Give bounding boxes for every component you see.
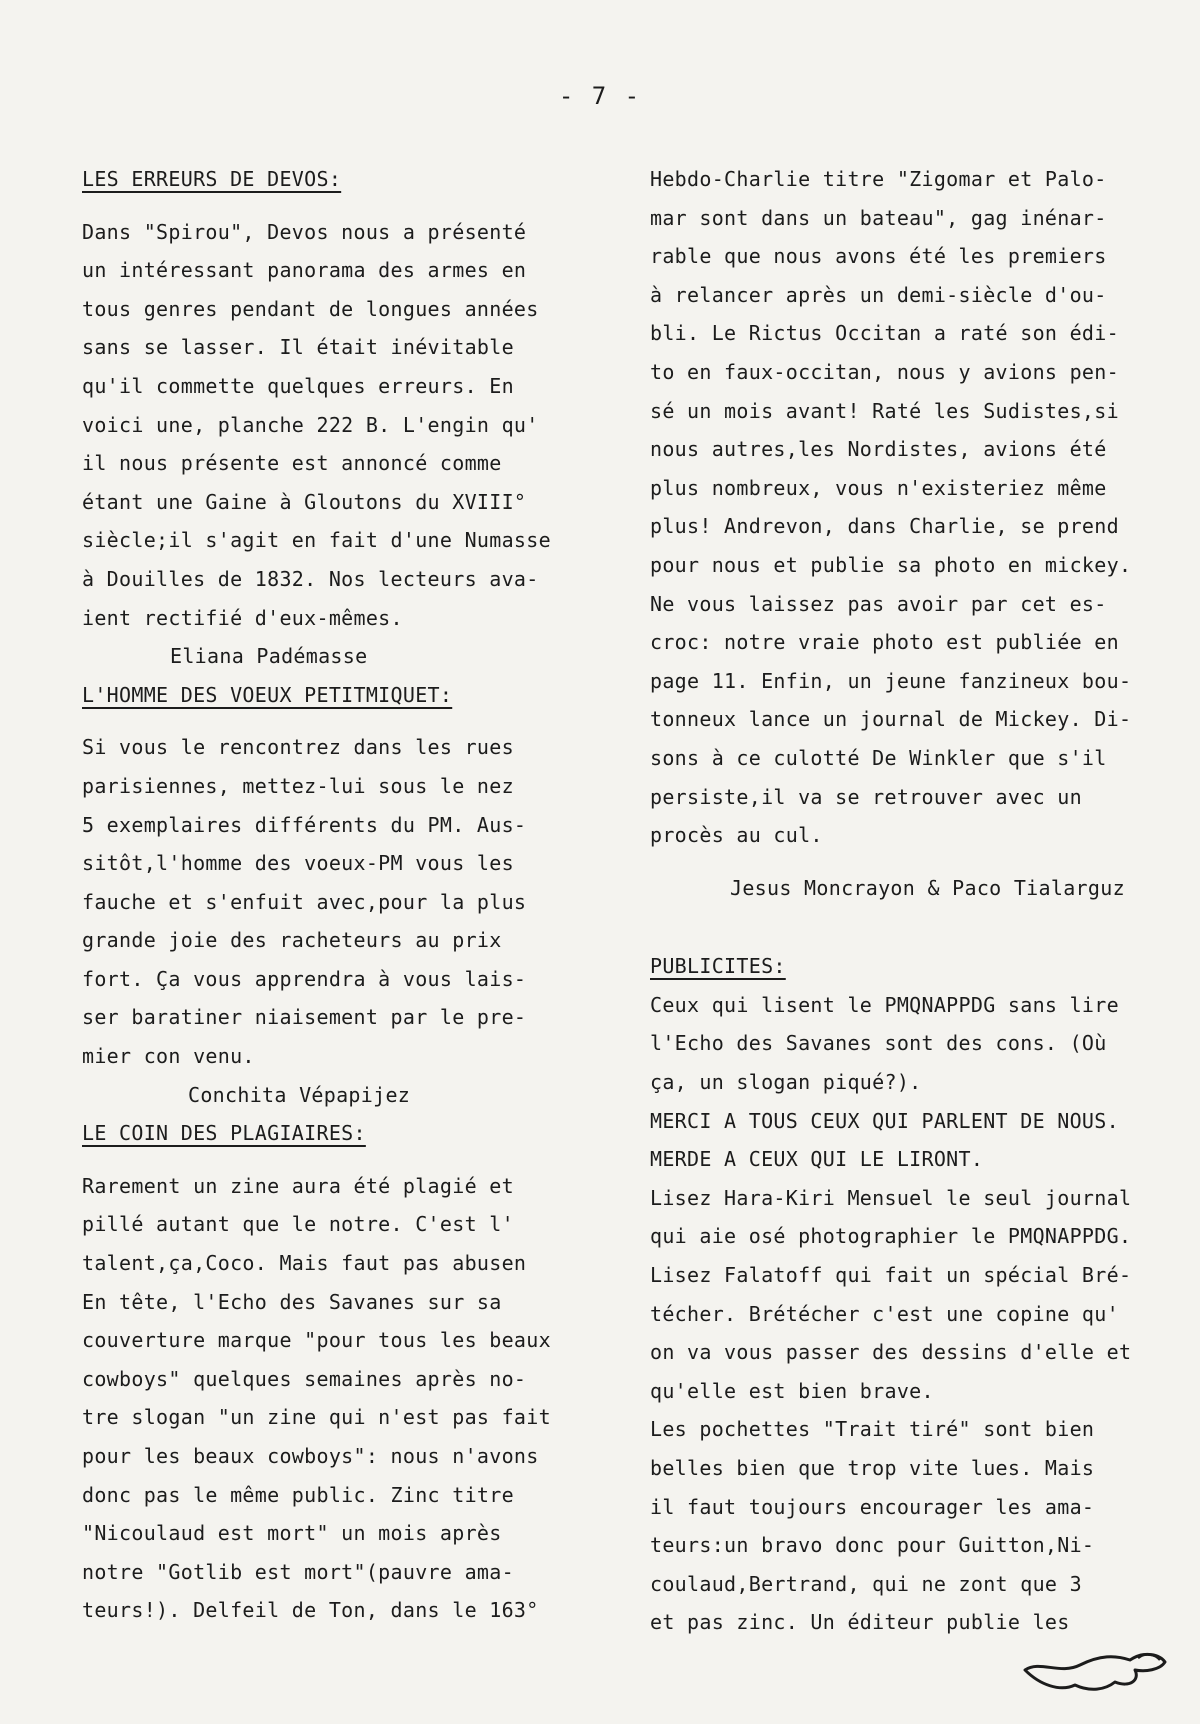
text-line: Hebdo-Charlie titre "Zigomar et Palo- [650, 167, 1107, 191]
text-line: pillé autant que le notre. C'est l' [82, 1212, 514, 1237]
pointing-hand-doodle-icon [1020, 1630, 1170, 1700]
signature: Conchita Vépapijez [188, 1082, 411, 1107]
text-line: page 11. Enfin, un jeune fanzineux bou- [650, 668, 1132, 693]
text-line: belles bien que trop vite lues. Mais [650, 1456, 1095, 1480]
text-line: teurs!). Delfeil de Ton, dans le 163° [82, 1598, 539, 1623]
text-line: qu'elle est bien brave. [650, 1378, 934, 1403]
text-line: fauche et s'enfuit avec,pour la plus [82, 889, 527, 914]
text-line: nous autres,les Nordistes, avions été [650, 437, 1107, 462]
section-heading-publicites: PUBLICITES: [650, 954, 786, 979]
text-line: persiste,il va se retrouver avec un [650, 784, 1082, 809]
text-line: un intéressant panorama des armes en [82, 258, 527, 283]
text-line: l'Echo des Savanes sont des cons. (Où [650, 1031, 1107, 1056]
text-line: "Nicoulaud est mort" un mois après [82, 1521, 502, 1546]
page-number: - 7 - [558, 82, 642, 110]
text-line: Ceux qui lisent le PMQNAPPDG sans lire [650, 992, 1119, 1017]
text-line: Les pochettes "Trait tiré" sont bien [650, 1417, 1095, 1442]
text-line: coulaud,Bertrand, qui ne zont que 3 [650, 1571, 1082, 1596]
text-line: Si vous le rencontrez dans les rues [82, 735, 514, 760]
text-line: ser baratiner niaisement par le pre- [82, 1005, 527, 1030]
text-line: tonneux lance un journal de Mickey. Di- [650, 707, 1132, 732]
text-line: sons à ce culotté De Winkler que s'il [650, 745, 1107, 770]
text-line: notre "Gotlib est mort"(pauvre ama- [82, 1559, 514, 1584]
signature: Jesus Moncrayon & Paco Tialarguz [730, 875, 1125, 900]
text-line: MERCI A TOUS CEUX QUI PARLENT DE NOUS. [650, 1108, 1119, 1133]
text-line: procès au cul. [650, 823, 823, 848]
text-line: étant une Gaine à Gloutons du XVIII° [82, 489, 527, 514]
text-line: plus nombreux, vous n'existeriez même [650, 475, 1107, 500]
text-line: qu'il commette quelques erreurs. En [82, 373, 514, 398]
text-line: MERDE A CEUX QUI LE LIRONT. [650, 1147, 984, 1172]
text-line: plus! Andrevon, dans Charlie, se prend [650, 514, 1119, 539]
text-line: mar sont dans un bateau", gag inénar- [650, 205, 1107, 230]
text-line: tre slogan "un zine qui n'est pas fait [82, 1405, 551, 1430]
text-line: pour nous et publie sa photo en mickey. [650, 552, 1132, 577]
text-line: et pas zinc. Un éditeur publie les [650, 1610, 1070, 1635]
text-line: sitôt,l'homme des voeux-PM vous les [82, 851, 514, 876]
text-line: mier con venu. [82, 1044, 255, 1069]
text-line: qui aie osé photographier le PMQNAPPDG. [650, 1224, 1132, 1249]
text-line: Ne vous laissez pas avoir par cet es- [650, 591, 1107, 616]
text-line: couverture marque "pour tous les beaux [82, 1328, 551, 1353]
section-heading-erreurs: LES ERREURS DE DEVOS: [82, 167, 342, 191]
text-line: 5 exemplaires différents du PM. Aus- [82, 812, 527, 837]
text-line: donc pas le même public. Zinc titre [82, 1482, 514, 1507]
text-line: teurs:un bravo donc pour Guitton,Ni- [650, 1533, 1095, 1558]
text-line: tous genres pendant de longues années [82, 296, 539, 321]
text-line: En tête, l'Echo des Savanes sur sa [82, 1289, 502, 1314]
text-line: sé un mois avant! Raté les Sudistes,si [650, 398, 1119, 423]
text-line: técher. Brétécher c'est une copine qu' [650, 1301, 1119, 1326]
text-line: croc: notre vraie photo est publiée en [650, 630, 1119, 655]
text-line: to en faux-occitan, nous y avions pen- [650, 359, 1119, 384]
text-line: rable que nous avons été les premiers [650, 244, 1107, 269]
signature: Eliana Padémasse [170, 644, 368, 669]
text-line: grande joie des racheteurs au prix [82, 928, 502, 953]
left-column [82, 160, 582, 1630]
right-column [650, 160, 1160, 1642]
text-line: talent,ça,Coco. Mais faut pas abusen [82, 1251, 527, 1276]
text-line: on va vous passer des dessins d'elle et [650, 1340, 1132, 1365]
text-line: il nous présente est annoncé comme [82, 451, 502, 476]
section-heading-plagiaires: LE COIN DES PLAGIAIRES: [82, 1121, 366, 1146]
text-line: siècle;il s'agit en fait d'une Numasse [82, 528, 551, 553]
text-line: Rarement un zine aura été plagié et [82, 1173, 514, 1198]
text-line: sans se lasser. Il était inévitable [82, 335, 514, 360]
text-line: voici une, planche 222 B. L'engin qu' [82, 412, 539, 437]
text-line: il faut toujours encourager les ama- [650, 1494, 1095, 1519]
text-line: cowboys" quelques semaines après no- [82, 1366, 527, 1391]
text-line: Lisez Hara-Kiri Mensuel le seul journal [650, 1185, 1132, 1210]
text-line: pour les beaux cowboys": nous n'avons [82, 1444, 539, 1468]
text-line: Dans "Spirou", Devos nous a présenté [82, 219, 527, 244]
text-line: parisiennes, mettez-lui sous le nez [82, 773, 514, 798]
text-line: à relancer après un demi-siècle d'ou- [650, 282, 1107, 307]
text-line: ient rectifié d'eux-mêmes. [82, 605, 403, 630]
text-line: à Douilles de 1832. Nos lecteurs ava- [82, 566, 539, 591]
section-heading-homme-des-voeux: L'HOMME DES VOEUX PETITMIQUET: [82, 682, 453, 707]
text-line: bli. Le Rictus Occitan a raté son édi- [650, 321, 1119, 346]
text-line: fort. Ça vous apprendra à vous lais- [82, 966, 527, 991]
text-line: ça, un slogan piqué?). [650, 1070, 922, 1095]
text-line: Lisez Falatoff qui fait un spécial Bré- [650, 1263, 1132, 1288]
